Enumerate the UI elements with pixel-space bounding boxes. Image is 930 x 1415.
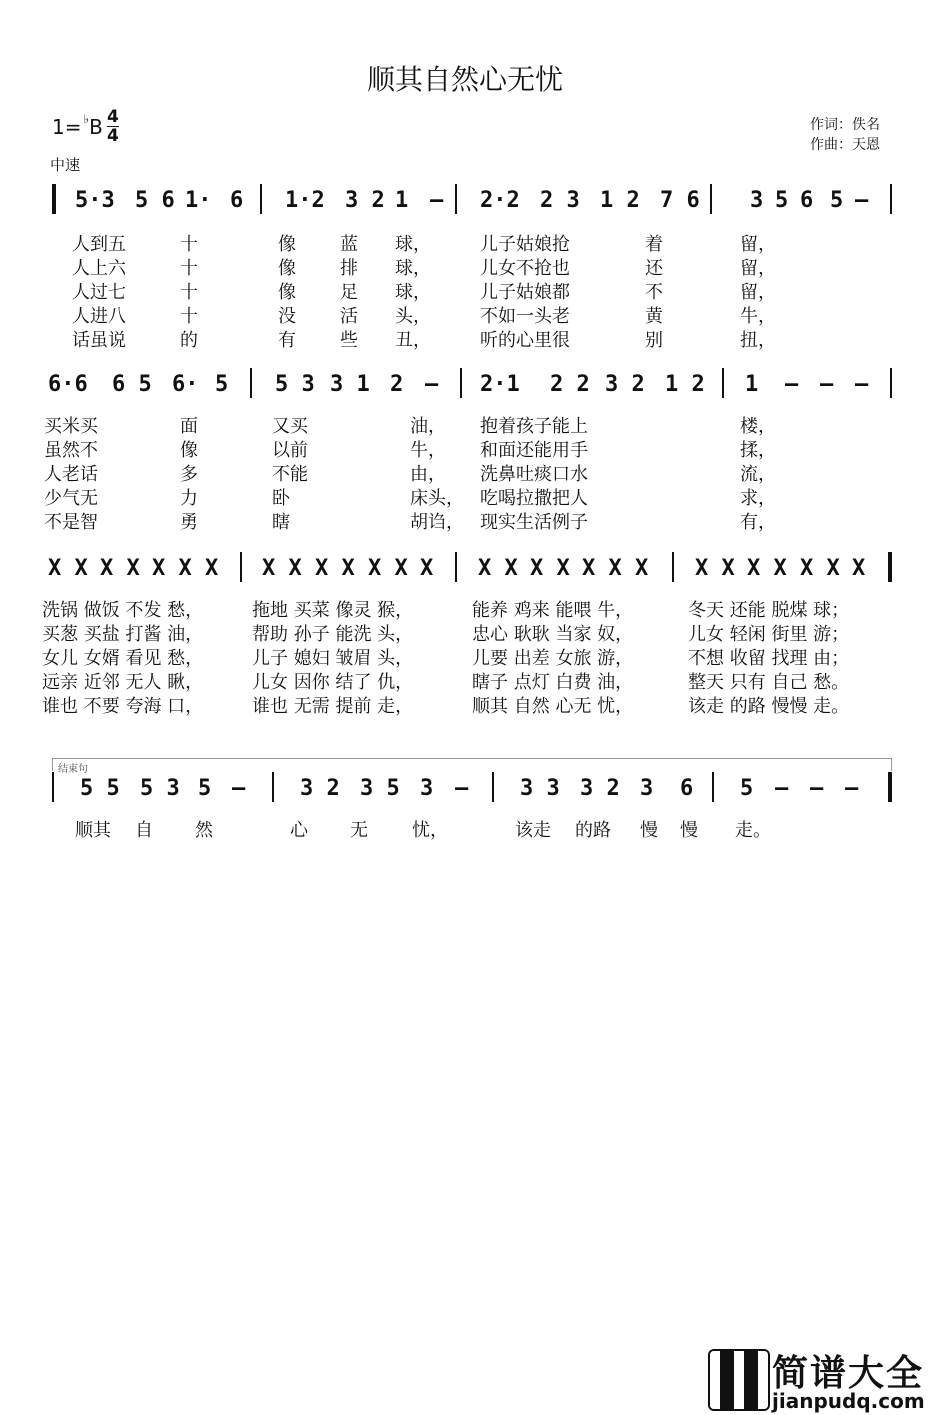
barline — [52, 184, 56, 214]
lyric-word: 儿女 轻闲 街里 游； — [688, 624, 850, 645]
note: 3 — [750, 188, 764, 213]
flat-sign: ♭ — [83, 111, 90, 126]
lyric-word: 买米买 — [44, 416, 98, 437]
note: 5 3 — [140, 776, 180, 801]
composer-credit: 作曲：天恩 — [810, 137, 880, 153]
note: 6 — [800, 188, 814, 213]
lyric-word: 留， — [740, 282, 776, 303]
note: 1· — [185, 188, 212, 213]
lyric-word: 儿要 出差 女旅 游， — [472, 648, 634, 669]
lyric-word: 人到五 — [72, 234, 126, 255]
note: X X — [152, 556, 192, 581]
note: 3 1 — [330, 372, 370, 397]
barline — [888, 552, 892, 582]
lyric-word: 足 — [340, 282, 358, 303]
note: X X — [530, 556, 570, 581]
lyric-word: 帮助 孙子 能洗 头， — [252, 624, 414, 645]
note: X — [420, 556, 434, 581]
lyric-word: 又买 — [272, 416, 308, 437]
lyric-word: 和面还能用手 — [480, 440, 588, 461]
lyric-word: 洗锅 做饭 不发 愁， — [42, 600, 204, 621]
note: 5 — [830, 188, 844, 213]
site-logo — [700, 1345, 930, 1415]
time-signature — [107, 108, 119, 145]
note: – — [855, 188, 869, 213]
lyric-word: 虽然不 — [44, 440, 98, 461]
lyric-word: 床头， — [410, 488, 464, 509]
lyric-word: 忧， — [412, 820, 448, 841]
lyric-word: 听的心里很 — [480, 330, 570, 351]
lyric-word: 瞎 — [272, 512, 290, 533]
lyric-line — [40, 620, 910, 644]
note: 3 — [640, 776, 654, 801]
lyric-line — [40, 326, 910, 350]
lyric-word: 该走 的路 慢慢 走。 — [688, 696, 850, 717]
lyric-word: 慢 — [640, 820, 658, 841]
lyric-word: 球， — [395, 282, 431, 303]
time-bottom: 4 — [106, 126, 119, 146]
lyric-word: 儿子姑娘抢 — [480, 234, 570, 255]
note: 3 2 — [580, 776, 620, 801]
lyric-word: 胡诌， — [410, 512, 464, 533]
note: 5 — [215, 372, 229, 397]
lyric-word: 由， — [410, 464, 446, 485]
barline — [888, 772, 892, 802]
lyric-word: 扭， — [740, 330, 776, 351]
lyric-word: 力 — [180, 488, 198, 509]
barline — [250, 368, 252, 398]
lyric-word: 走。 — [735, 820, 771, 841]
lyric-word: 不能 — [272, 464, 308, 485]
lyric-word: 球， — [395, 258, 431, 279]
lyric-word: 蓝 — [340, 234, 358, 255]
lyric-word: 有 — [278, 330, 296, 351]
lyric-word: 谁也 不要 夸海 口， — [42, 696, 204, 717]
note: X X — [695, 556, 735, 581]
lyric-word: 像 — [180, 440, 198, 461]
lyric-word: 勇 — [180, 512, 198, 533]
note: 1 — [395, 188, 409, 213]
note: – — [425, 372, 439, 397]
note: 5 — [198, 776, 212, 801]
note: X X — [478, 556, 518, 581]
note: X — [205, 556, 219, 581]
note: 7 6 — [660, 188, 700, 213]
tempo-mark: 中速 — [50, 156, 81, 174]
lyric-word: 洗鼻吐痰口水 — [480, 464, 588, 485]
lyric-word: 像 — [278, 234, 296, 255]
barline — [460, 368, 462, 398]
lyric-word: 吃喝拉撒把人 — [480, 488, 588, 509]
lyric-line — [40, 412, 910, 436]
note: X — [852, 556, 866, 581]
note: 2 2 — [550, 372, 590, 397]
note: 2 3 — [540, 188, 580, 213]
lyric-word: 不如一头老 — [480, 306, 570, 327]
lyric-word: 十 — [180, 306, 198, 327]
barline — [890, 184, 892, 214]
lyric-line — [40, 254, 910, 278]
lyric-line — [40, 436, 910, 460]
time-top: 4 — [106, 107, 119, 127]
note: 1·2 — [285, 188, 325, 213]
note: X X — [100, 556, 140, 581]
lyric-word: 人进八 — [72, 306, 126, 327]
lyric-line — [40, 484, 910, 508]
note: 6 — [230, 188, 244, 213]
note: – — [820, 372, 834, 397]
note-row — [40, 556, 910, 586]
logo-text: 简谱大全 — [772, 1353, 925, 1394]
lyric-word: 现实生活例子 — [480, 512, 588, 533]
lyric-word: 儿子 媳妇 皱眉 头， — [252, 648, 414, 669]
lyric-word: 拖地 买菜 像灵 猴， — [252, 600, 414, 621]
lyric-word: 流， — [740, 464, 776, 485]
lyric-word: 抱着孩子能上 — [480, 416, 588, 437]
note: – — [845, 776, 859, 801]
lyric-line — [40, 692, 910, 716]
lyric-word: 十 — [180, 258, 198, 279]
lyric-word: 黄 — [645, 306, 663, 327]
note: 2 — [390, 372, 404, 397]
note: 3 2 — [300, 776, 340, 801]
lyric-word: 些 — [340, 330, 358, 351]
lyric-word: 的路 — [575, 820, 611, 841]
note: – — [430, 188, 444, 213]
lyric-word: 慢 — [680, 820, 698, 841]
note-row — [40, 372, 910, 402]
note: X X — [800, 556, 840, 581]
lyric-word: 着 — [645, 234, 663, 255]
lyric-word: 不 — [645, 282, 663, 303]
lyric-word: 买葱 买盐 打酱 油， — [42, 624, 204, 645]
lyric-word: 别 — [645, 330, 663, 351]
note: 3 3 — [520, 776, 560, 801]
note: X — [635, 556, 649, 581]
lyric-word: 顺其 — [75, 820, 111, 841]
note: 2·2 — [480, 188, 520, 213]
key-prefix: 1= — [52, 114, 82, 139]
lyric-word: 多 — [180, 464, 198, 485]
note: – — [232, 776, 246, 801]
lyric-word: 揉， — [740, 440, 776, 461]
note: 6 5 — [112, 372, 152, 397]
lyric-word: 整天 只有 自己 愁。 — [688, 672, 850, 693]
ending-bracket — [52, 758, 892, 771]
barline — [672, 552, 674, 582]
lyric-word: 卧 — [272, 488, 290, 509]
song-title: 顺其自然心无忧 — [366, 63, 563, 96]
lyric-word: 牛， — [740, 306, 776, 327]
lyric-word: 像 — [278, 282, 296, 303]
lyric-word: 面 — [180, 416, 198, 437]
note: 5 6 — [135, 188, 175, 213]
note: 6· — [172, 372, 199, 397]
note: – — [855, 372, 869, 397]
lyric-word: 儿女不抢也 — [480, 258, 570, 279]
note-row — [40, 776, 910, 806]
lyric-line — [40, 816, 910, 840]
note: – — [810, 776, 824, 801]
barline — [455, 552, 457, 582]
note: 5 — [740, 776, 754, 801]
barline — [492, 772, 494, 802]
lyric-word: 求， — [740, 488, 776, 509]
lyric-line — [40, 460, 910, 484]
barline — [272, 772, 274, 802]
lyric-word: 儿子姑娘都 — [480, 282, 570, 303]
barline — [260, 184, 262, 214]
lyric-word: 话虽说 — [72, 330, 126, 351]
barline — [455, 184, 457, 214]
lyric-word: 头， — [395, 306, 431, 327]
lyric-word: 不想 收留 找理 由； — [688, 648, 850, 669]
note: 6 — [680, 776, 694, 801]
lyric-word: 女儿 女婿 看见 愁， — [42, 648, 204, 669]
lyric-line — [40, 278, 910, 302]
barline — [52, 772, 54, 802]
lyric-word: 排 — [340, 258, 358, 279]
lyric-word: 留， — [740, 234, 776, 255]
note: – — [455, 776, 469, 801]
barline — [722, 368, 724, 398]
lyric-line — [40, 596, 910, 620]
lyric-word: 冬天 还能 脱煤 球； — [688, 600, 850, 621]
lyric-word: 十 — [180, 282, 198, 303]
lyric-word: 自 — [135, 820, 153, 841]
note: X X — [368, 556, 408, 581]
lyric-word: 顺其 自然 心无 忧， — [472, 696, 634, 717]
note: 2·1 — [480, 372, 520, 397]
lyric-word: 谁也 无需 提前 走， — [252, 696, 414, 717]
lyric-word: 有， — [740, 512, 776, 533]
lyricist-credit: 作词：佚名 — [810, 117, 880, 133]
barline — [890, 368, 892, 398]
note: 5 5 — [80, 776, 120, 801]
key-note: B — [89, 114, 103, 139]
lyric-line — [40, 302, 910, 326]
note: X X — [48, 556, 88, 581]
note: X X — [262, 556, 302, 581]
lyric-word: 没 — [278, 306, 296, 327]
lyric-line — [40, 508, 910, 532]
lyric-word: 瞎子 点灯 白费 油， — [472, 672, 634, 693]
note: X X — [582, 556, 622, 581]
key-signature — [52, 108, 119, 145]
lyric-word: 人老话 — [44, 464, 98, 485]
piano-icon — [708, 1349, 770, 1411]
lyric-word: 丑， — [395, 330, 431, 351]
lyric-word: 人过七 — [72, 282, 126, 303]
lyric-word: 然 — [195, 820, 213, 841]
note: 3 5 — [360, 776, 400, 801]
note-row — [40, 188, 910, 218]
ending-label: 结束句 — [58, 764, 88, 775]
lyric-word: 该走 — [515, 820, 551, 841]
lyric-word: 留， — [740, 258, 776, 279]
lyric-word: 还 — [645, 258, 663, 279]
note: 1 — [745, 372, 759, 397]
lyric-word: 远亲 近邻 无人 瞅， — [42, 672, 204, 693]
lyric-word: 的 — [180, 330, 198, 351]
logo-url: jianpudq.com — [772, 1389, 925, 1413]
lyric-word: 人上六 — [72, 258, 126, 279]
lyric-line — [40, 230, 910, 254]
note: 3 — [420, 776, 434, 801]
barline — [712, 772, 714, 802]
lyric-line — [40, 644, 910, 668]
lyric-word: 能养 鸡来 能喂 牛， — [472, 600, 634, 621]
note: 1 2 — [600, 188, 640, 213]
lyric-word: 油， — [410, 416, 446, 437]
note: 6·6 — [48, 372, 88, 397]
note: – — [785, 372, 799, 397]
note: – — [775, 776, 789, 801]
lyric-word: 像 — [278, 258, 296, 279]
note: 5 — [775, 188, 789, 213]
lyric-word: 球， — [395, 234, 431, 255]
note: X X — [315, 556, 355, 581]
note: X X — [747, 556, 787, 581]
lyric-word: 楼， — [740, 416, 776, 437]
lyric-word: 以前 — [272, 440, 308, 461]
barline — [710, 184, 712, 214]
lyric-word: 活 — [340, 306, 358, 327]
lyric-word: 不是智 — [44, 512, 98, 533]
lyric-word: 牛， — [410, 440, 446, 461]
note: 1 2 — [665, 372, 705, 397]
note: 5 3 — [275, 372, 315, 397]
lyric-word: 儿女 因你 结了 仇， — [252, 672, 414, 693]
lyric-word: 忠心 耿耿 当家 奴， — [472, 624, 634, 645]
note: 3 2 — [345, 188, 385, 213]
barline — [240, 552, 242, 582]
lyric-word: 心 — [290, 820, 308, 841]
note: 3 2 — [605, 372, 645, 397]
note: 5·3 — [75, 188, 115, 213]
lyric-word: 少气无 — [44, 488, 98, 509]
lyric-word: 十 — [180, 234, 198, 255]
lyric-word: 无 — [350, 820, 368, 841]
lyric-line — [40, 668, 910, 692]
